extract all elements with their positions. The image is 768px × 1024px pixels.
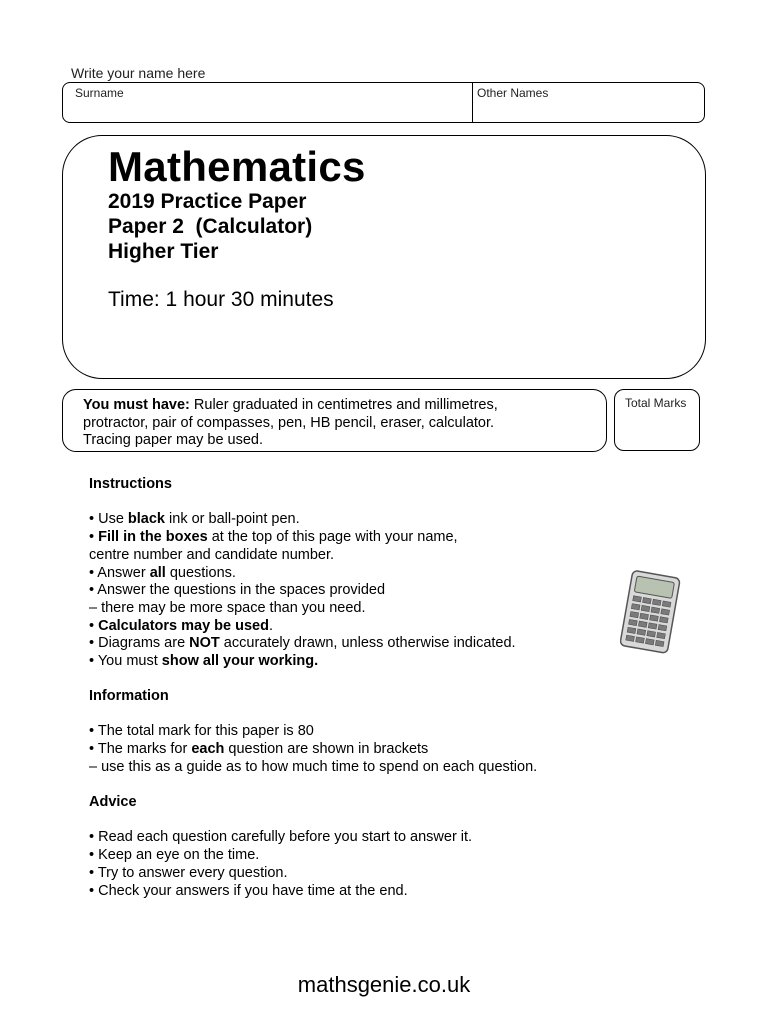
surname-label: Surname — [75, 86, 124, 100]
instruction-item: – there may be more space than you need. — [89, 599, 366, 616]
advice-section — [89, 794, 649, 900]
information-item: • The total mark for this paper is 80 — [89, 723, 314, 740]
name-divider — [472, 83, 473, 122]
time-allowed: Time: 1 hour 30 minutes — [108, 288, 334, 311]
write-name-label: Write your name here — [71, 65, 206, 81]
must-have-text-1: Ruler graduated in centimetres and millimetres, — [189, 397, 498, 413]
surname-field[interactable] — [75, 86, 124, 100]
information-section — [89, 688, 649, 777]
instruction-item: • Calculators may be used. — [89, 617, 273, 634]
other-names-field[interactable] — [477, 86, 548, 100]
advice-item: • Check your answers if you have time at the end. — [89, 882, 408, 899]
subject-title: Mathematics — [108, 143, 366, 190]
instruction-item: • Answer all questions. — [89, 564, 236, 581]
you-must-have-box — [62, 389, 607, 452]
other-names-label: Other Names — [477, 86, 549, 100]
advice-item: • Try to answer every question. — [89, 864, 288, 881]
total-marks-label: Total Marks — [625, 396, 687, 410]
instruction-item: • Fill in the boxes at the top of this page with your name, — [89, 529, 458, 546]
paper-tier: Higher Tier — [108, 240, 219, 263]
advice-item: • Read each question carefully before you start to answer it. — [89, 829, 473, 846]
calculator-icon — [620, 570, 682, 659]
information-item: – use this as a guide as to how much time to spend on each question. — [89, 758, 538, 775]
paper-year: 2019 Practice Paper — [108, 190, 307, 213]
instructions-heading: Instructions — [89, 476, 172, 492]
must-have-text-3: Tracing paper may be used. — [83, 432, 264, 448]
must-have-lead: You must have: — [83, 397, 190, 413]
instruction-item: • Use black ink or ball-point pen. — [89, 511, 300, 528]
must-have-text-2: protractor, pair of compasses, pen, HB pencil, eraser, calculator. — [83, 414, 495, 431]
information-item: • The marks for each question are shown in brackets — [89, 741, 429, 758]
information-heading: Information — [89, 688, 169, 704]
instruction-item: • You must show all your working. — [89, 653, 319, 670]
instruction-item: • Diagrams are NOT accurately drawn, unless otherwise indicated. — [89, 635, 516, 652]
total-marks-box[interactable] — [614, 389, 700, 451]
instruction-item: • Answer the questions in the spaces provided — [89, 582, 386, 599]
advice-heading: Advice — [89, 794, 137, 810]
advice-item: • Keep an eye on the time. — [89, 847, 260, 864]
instructions-section — [89, 476, 649, 671]
paper-number: Paper 2 (Calculator) — [108, 215, 313, 238]
footer-site-name: mathsgenie.co.uk — [297, 972, 471, 997]
instruction-item: centre number and candidate number. — [89, 546, 335, 563]
name-fields-box — [62, 82, 705, 123]
